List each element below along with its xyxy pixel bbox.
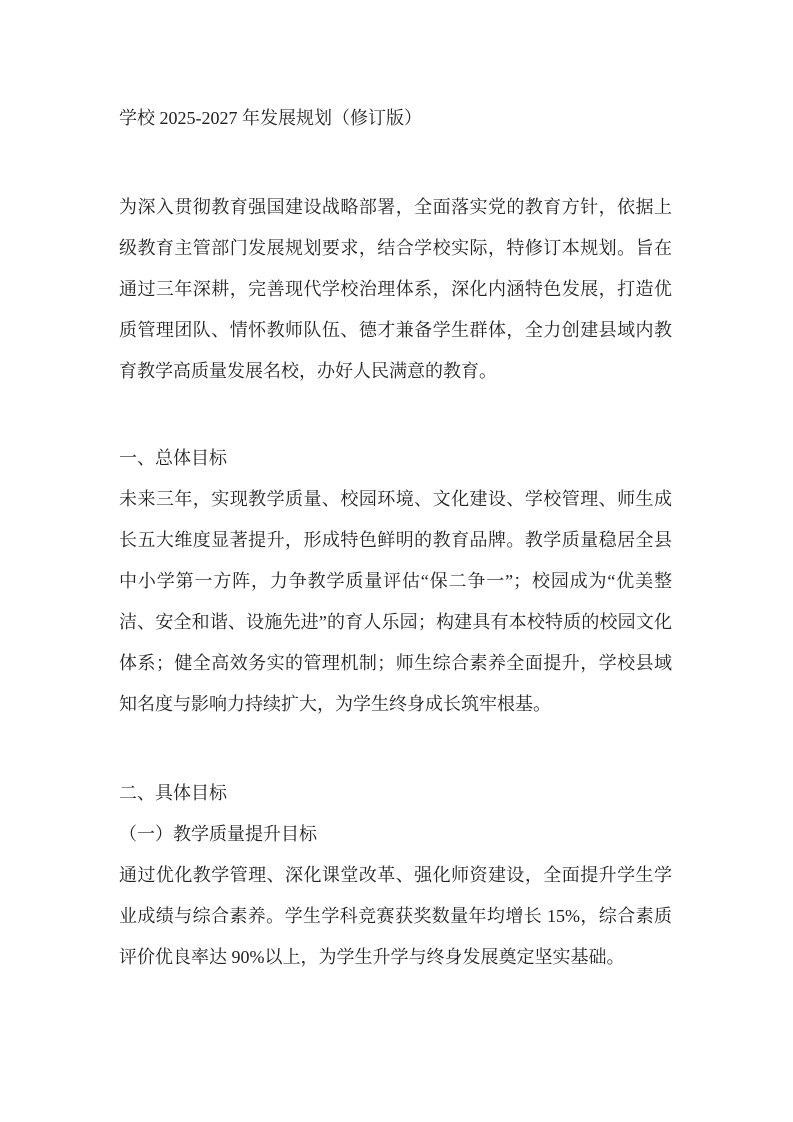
section-heading-specific-goals: 二、具体目标 [119, 783, 227, 803]
section-heading-overall-goals: 一、总体目标 [119, 448, 227, 468]
section-overall-goals [119, 438, 672, 725]
subsection-heading-teaching-quality: （一）教学质量提升目标 [119, 824, 317, 844]
intro-paragraph: 为深入贯彻教育强国建设战略部署，全面落实党的教育方针，依据上级教育主管部门发展规划要求，结合学校实际，特修订本规划。旨在通过三年深耕，完善现代学校治理体系，深化内涵特色发展，打造优质管理团队、情怀教师队伍、德才兼备学生群体，全力创建县域内教育教学高质量发展名校，办好人民满意的教育。 [119, 197, 672, 381]
section-specific-goals [119, 773, 672, 978]
subsection-paragraph-teaching-quality: 通过优化教学管理、深化课堂改革、强化师资建设，全面提升学生学业成绩与综合素养。学生学科竞赛获奖数量年均增长 15%，综合素质评价优良率达 90%以上，为学生升学与终身发展奠定坚实基础。 [119, 865, 672, 967]
section-paragraph-overall-goals: 未来三年，实现教学质量、校园环境、文化建设、学校管理、师生成长五大维度显著提升，形成特色鲜明的教育品牌。教学质量稳居全县中小学第一方阵，力争教学质量评估“保二争一”；校园成为“优美整洁、安全和谐、设施先进”的育人乐园；构建具有本校特质的校园文化体系；健全高效务实的管理机制；师生综合素养全面提升，学校县域知名度与影响力持续扩大，为学生终身成长筑牢根基。 [119, 489, 672, 714]
document-title: 学校 2025-2027 年发展规划（修订版） [119, 108, 422, 128]
